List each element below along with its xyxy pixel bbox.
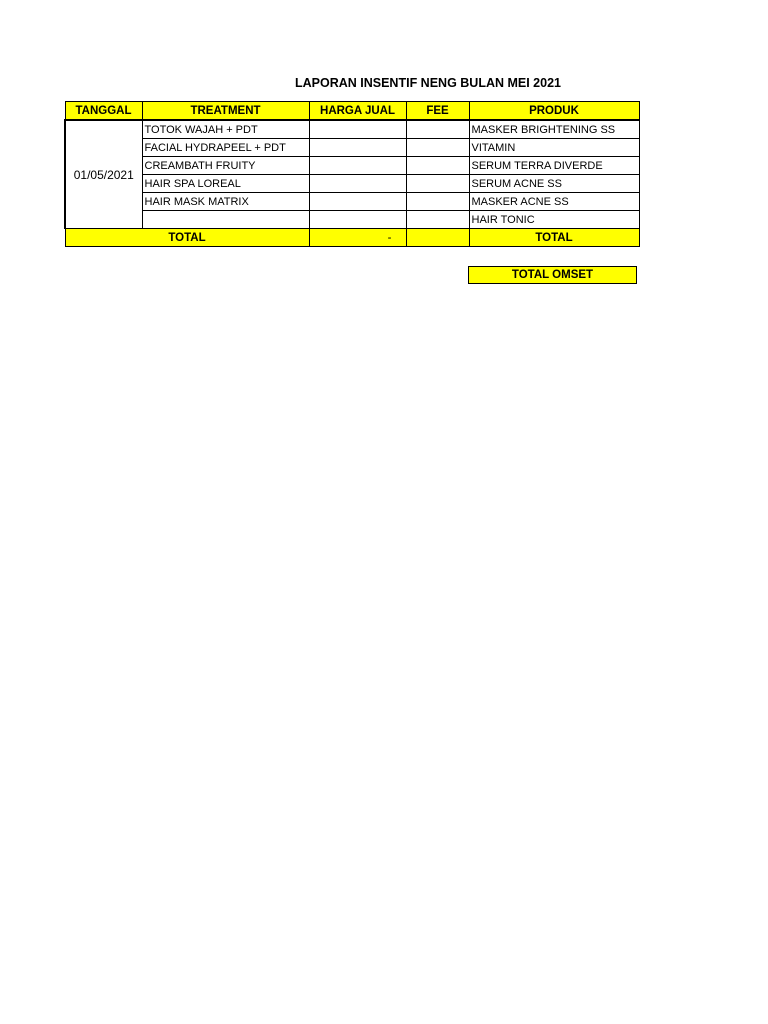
harga-jual-cell [309, 175, 406, 193]
produk-cell: HAIR TONIC [469, 211, 639, 229]
header-produk: PRODUK [469, 102, 639, 121]
treatment-cell: CREAMBATH FRUITY [142, 157, 309, 175]
harga-jual-cell [309, 120, 406, 139]
treatment-cell: HAIR MASK MATRIX [142, 193, 309, 211]
treatment-cell [142, 211, 309, 229]
date-cell: 01/05/2021 [65, 120, 142, 229]
table-header-row [65, 102, 639, 121]
produk-cell: MASKER ACNE SS [469, 193, 639, 211]
report-title: LAPORAN INSENTIF NENG BULAN MEI 2021 [294, 76, 561, 90]
produk-cell: SERUM ACNE SS [469, 175, 639, 193]
fee-cell [406, 120, 469, 139]
harga-jual-cell [309, 157, 406, 175]
header-harga-jual: HARGA JUAL [309, 102, 406, 121]
header-fee: FEE [406, 102, 469, 121]
table-row [65, 193, 639, 211]
total-omset-box: TOTAL OMSET [468, 266, 637, 284]
fee-cell [406, 139, 469, 157]
header-treatment: TREATMENT [142, 102, 309, 121]
harga-jual-cell [309, 211, 406, 229]
produk-cell: MASKER BRIGHTENING SS [469, 120, 639, 139]
produk-cell: VITAMIN [469, 139, 639, 157]
harga-jual-cell [309, 139, 406, 157]
table-row [65, 139, 639, 157]
total-produk-label: TOTAL [469, 229, 639, 247]
table-row [65, 120, 639, 139]
total-label: TOTAL [65, 229, 309, 247]
harga-jual-cell [309, 193, 406, 211]
total-harga-jual: - [309, 229, 406, 247]
fee-cell [406, 193, 469, 211]
table-row [65, 157, 639, 175]
fee-cell [406, 175, 469, 193]
produk-cell: SERUM TERRA DIVERDE [469, 157, 639, 175]
total-fee [406, 229, 469, 247]
treatment-cell: FACIAL HYDRAPEEL + PDT [142, 139, 309, 157]
fee-cell [406, 211, 469, 229]
treatment-cell: HAIR SPA LOREAL [142, 175, 309, 193]
header-tanggal: TANGGAL [65, 102, 142, 121]
insentif-table [64, 101, 640, 247]
treatment-cell: TOTOK WAJAH + PDT [142, 120, 309, 139]
table-row [65, 175, 639, 193]
total-row [65, 229, 639, 247]
fee-cell [406, 157, 469, 175]
table-row [65, 211, 639, 229]
